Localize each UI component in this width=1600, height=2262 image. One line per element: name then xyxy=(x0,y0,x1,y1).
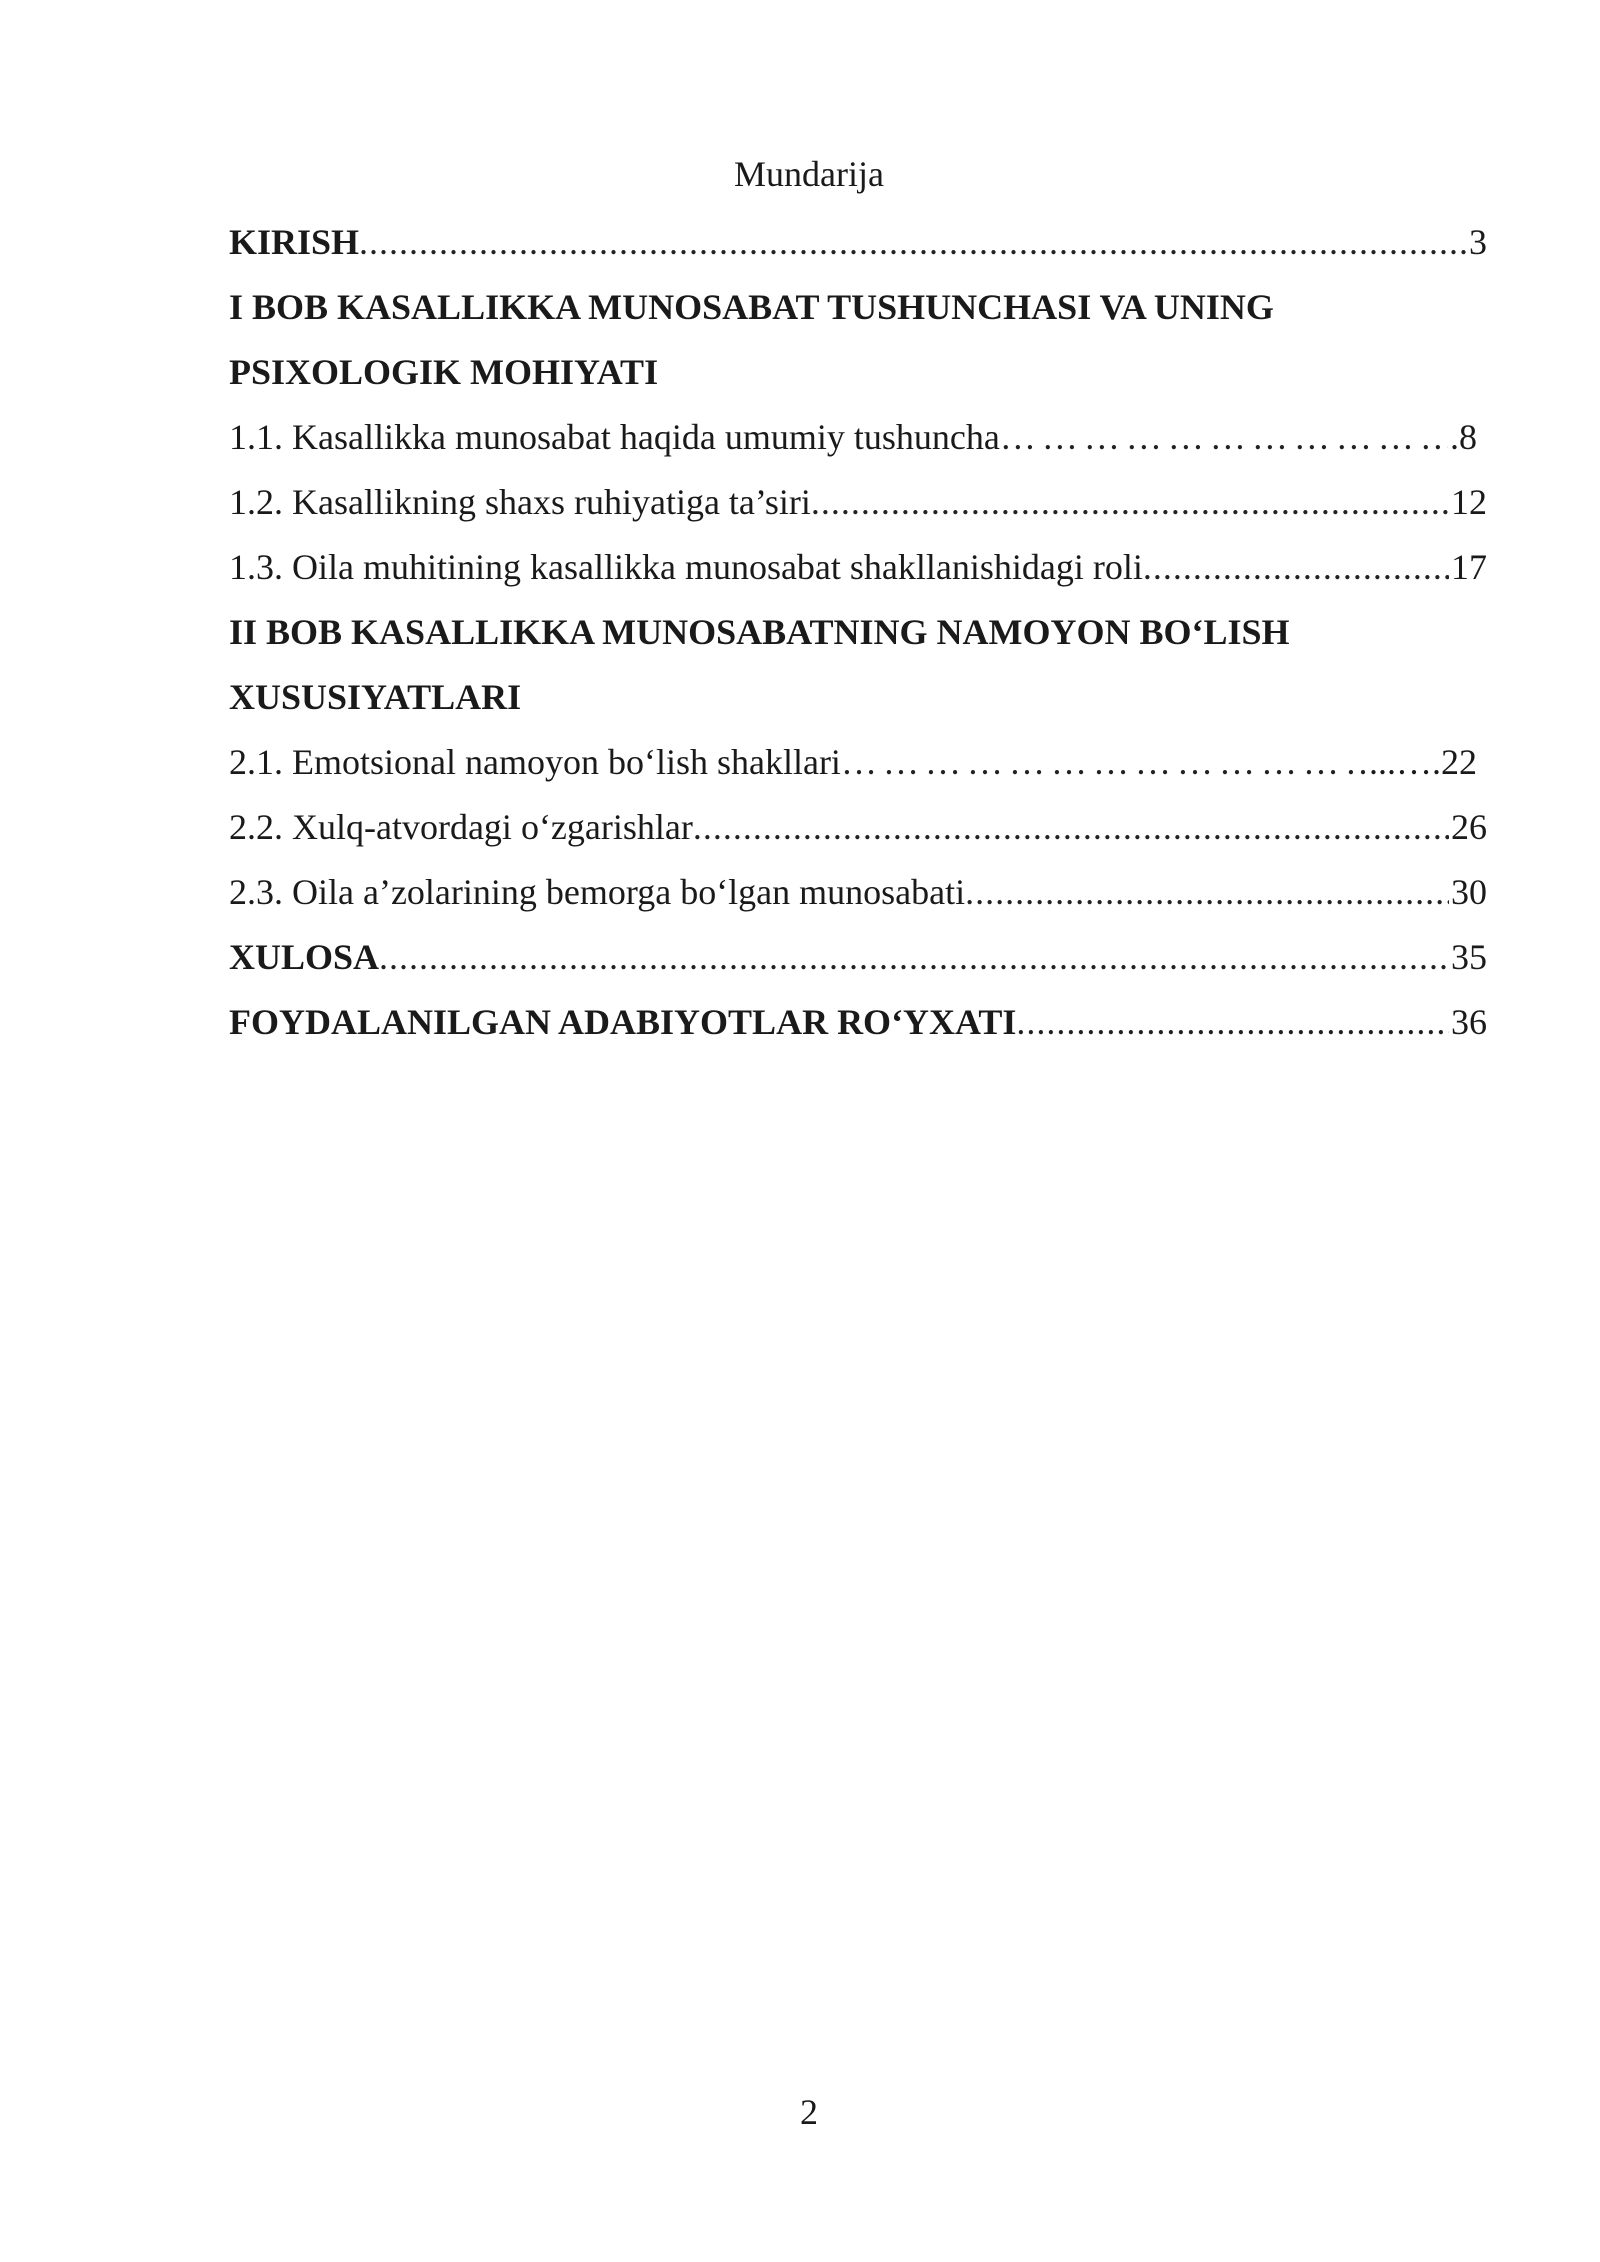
toc-entry-label: FOYDALANILGAN ADABIYOTLAR RO‘YXATI xyxy=(229,1002,1017,1042)
toc-entry-references xyxy=(229,990,1487,1055)
toc-entry-page: 36 xyxy=(1451,1002,1487,1042)
toc-entry-label: 1.3. Oila muhitining kasallikka munosabat shakllanishidagi roli xyxy=(229,547,1143,587)
toc-entry-label: 2.1. Emotsional namoyon bo‘lish shakllari xyxy=(229,742,841,782)
toc-entry-label: XULOSA xyxy=(229,937,380,977)
toc-entry-label: II BOB KASALLIKKA MUNOSABATNING NAMOYON BO‘LISH xyxy=(229,612,1290,652)
toc-entry-1-1 xyxy=(229,405,1487,470)
toc-title: Mundarija xyxy=(734,154,884,194)
toc-entry-label: 2.3. Oila a’zolarining bemorga bo‘lgan munosabati xyxy=(229,872,966,912)
dot-leader xyxy=(811,470,1449,535)
dot-leader xyxy=(1000,405,1448,470)
toc-entry-page: .8 xyxy=(1450,417,1477,457)
dot-leader xyxy=(841,730,1367,795)
dot-leader xyxy=(1143,535,1449,600)
toc-chapter-1-heading xyxy=(229,275,1487,340)
toc-entry-page: ...….22 xyxy=(1369,742,1477,782)
toc-entry-page: 35 xyxy=(1451,937,1487,977)
toc-entry-1-3 xyxy=(229,535,1487,600)
dot-leader xyxy=(359,210,1467,275)
toc-entry-label: I BOB KASALLIKKA MUNOSABAT TUSHUNCHASI VA UNING xyxy=(229,287,1274,327)
toc-chapter-1-heading-cont xyxy=(229,340,1487,405)
toc-entry-page: 26 xyxy=(1451,807,1487,847)
toc-entry-label: 1.2. Kasallikning shaxs ruhiyatiga ta’siri xyxy=(229,482,811,522)
toc-entry-page: 30 xyxy=(1451,872,1487,912)
toc-entry-page: 3 xyxy=(1469,222,1487,262)
toc-entry-label: KIRISH xyxy=(229,222,360,262)
dot-leader xyxy=(693,795,1449,860)
toc-entry-label: XUSUSIYATLARI xyxy=(229,677,522,717)
page-number: 2 xyxy=(800,2092,818,2132)
table-of-contents xyxy=(229,210,1487,1055)
toc-chapter-2-heading-cont xyxy=(229,665,1487,730)
toc-entry-2-1 xyxy=(229,730,1487,795)
dot-leader xyxy=(1016,990,1449,1055)
dot-leader xyxy=(965,860,1449,925)
toc-entry-kirish xyxy=(229,210,1487,275)
toc-entry-label: 1.1. Kasallikka munosabat haqida umumiy tushuncha xyxy=(229,417,1000,457)
toc-entry-2-3 xyxy=(229,860,1487,925)
toc-entry-1-2 xyxy=(229,470,1487,535)
toc-chapter-2-heading xyxy=(229,600,1487,665)
dot-leader xyxy=(379,925,1449,990)
toc-entry-2-2 xyxy=(229,795,1487,860)
toc-entry-page: 12 xyxy=(1451,482,1487,522)
toc-entry-label: 2.2. Xulq-atvordagi o‘zgarishlar xyxy=(229,807,693,847)
toc-entry-xulosa xyxy=(229,925,1487,990)
toc-entry-page: 17 xyxy=(1451,547,1487,587)
toc-entry-label: PSIXOLOGIK MOHIYATI xyxy=(229,352,659,392)
